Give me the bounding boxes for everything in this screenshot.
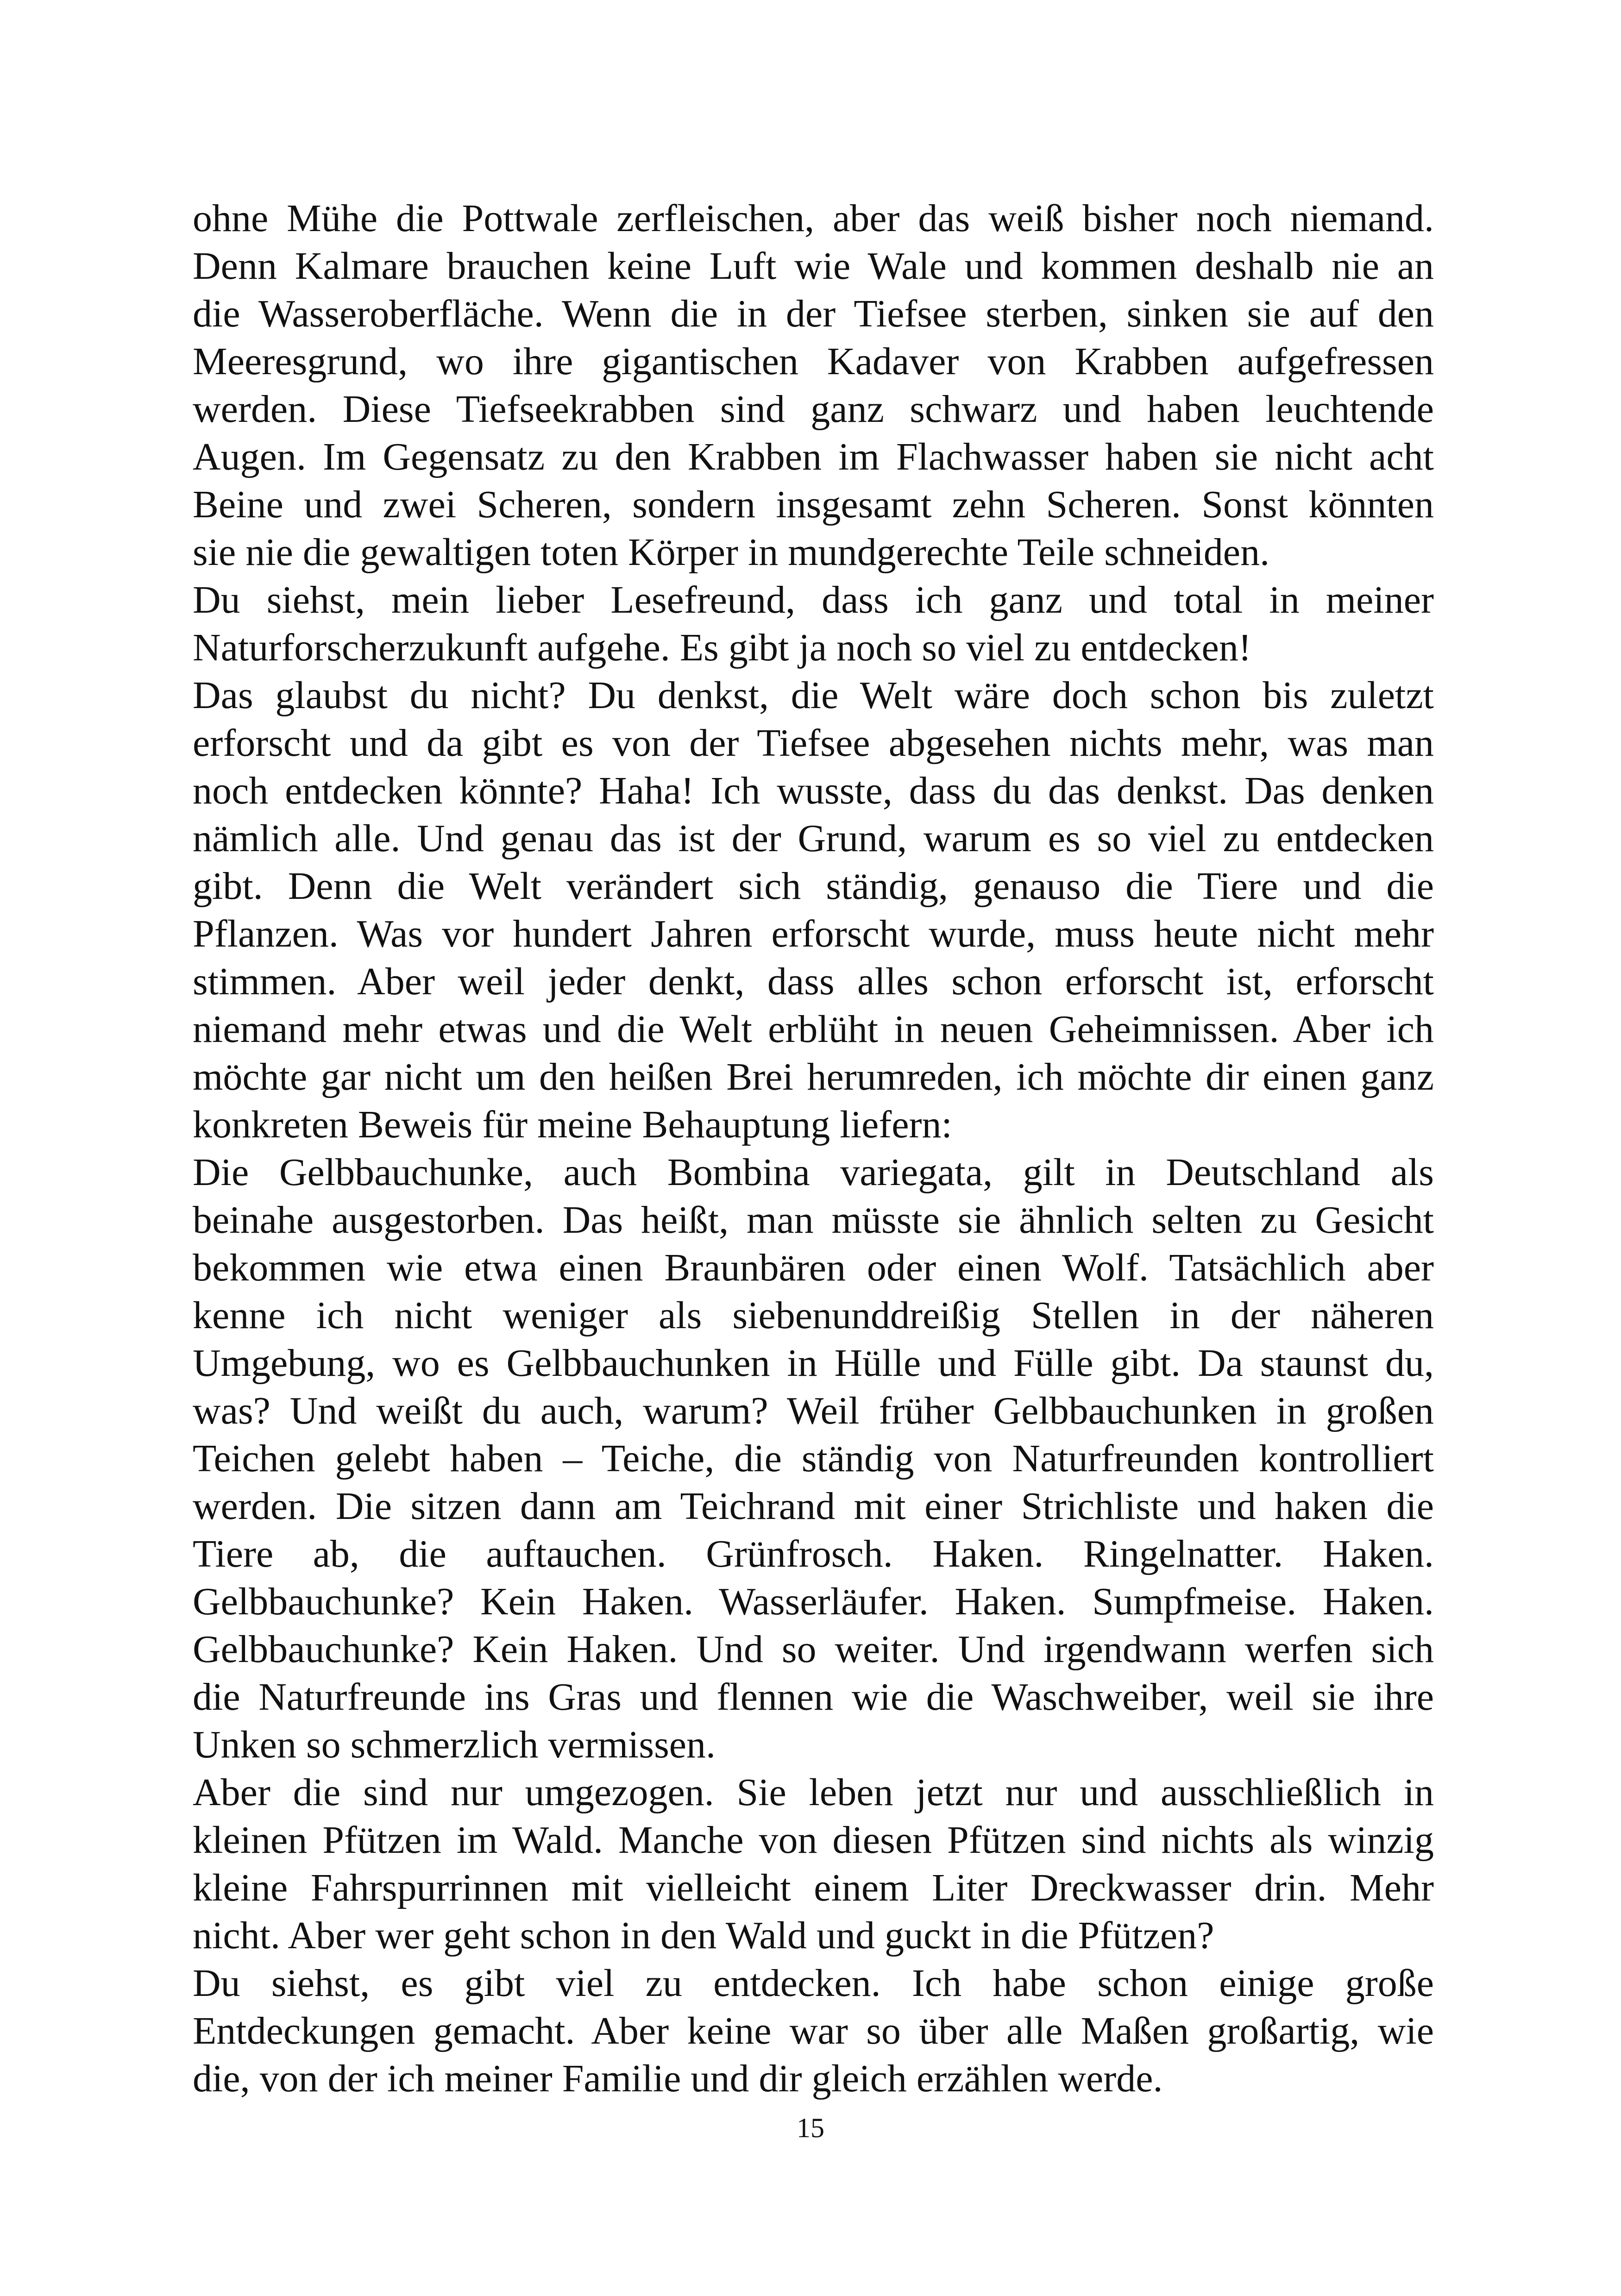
text-line: Entdeckungen gemacht. Aber keine war so über alle Maßen großartig, wie xyxy=(193,2009,1434,2052)
text-line: die, von der ich meiner Familie und dir gleich erzählen werde. xyxy=(193,2057,1163,2100)
text-line: Gelbbauchunke? Kein Haken. Und so weiter. Und irgendwann werfen sich xyxy=(193,1628,1434,1671)
text-line: Aber die sind nur umgezogen. Sie leben jetzt nur und ausschließlich in xyxy=(193,1771,1434,1814)
body-text xyxy=(193,194,1434,2102)
text-line: Augen. Im Gegensatz zu den Krabben im Flachwasser haben sie nicht acht xyxy=(193,435,1434,478)
paragraph xyxy=(193,1148,1434,1769)
text-line: konkreten Beweis für meine Behauptung liefern: xyxy=(193,1103,952,1146)
text-line: kenne ich nicht weniger als siebenunddreißig Stellen in der näheren xyxy=(193,1294,1434,1337)
text-line: Das glaubst du nicht? Du denkst, die Welt wäre doch schon bis zuletzt xyxy=(193,674,1434,717)
text-line: bekommen wie etwa einen Braunbären oder einen Wolf. Tatsächlich aber xyxy=(193,1246,1434,1289)
text-line: nicht. Aber wer geht schon in den Wald und guckt in die Pfützen? xyxy=(193,1914,1214,1957)
text-line: Tiere ab, die auftauchen. Grünfrosch. Haken. Ringelnatter. Haken. xyxy=(193,1532,1434,1575)
text-line: beinahe ausgestorben. Das heißt, man müsste sie ähnlich selten zu Gesicht xyxy=(193,1198,1434,1242)
text-line: werden. Die sitzen dann am Teichrand mit einer Strichliste und haken die xyxy=(193,1485,1434,1528)
text-line: ohne Mühe die Pottwale zerfleischen, aber das weiß bisher noch niemand. xyxy=(193,197,1434,240)
text-line: Gelbbauchunke? Kein Haken. Wasserläufer. Haken. Sumpfmeise. Haken. xyxy=(193,1580,1434,1623)
text-line: was? Und weißt du auch, warum? Weil früher Gelbbauchunken in großen xyxy=(193,1389,1434,1432)
paragraph xyxy=(193,576,1434,671)
text-line: Beine und zwei Scheren, sondern insgesamt zehn Scheren. Sonst könnten xyxy=(193,483,1434,526)
text-line: Pflanzen. Was vor hundert Jahren erforscht wurde, muss heute nicht mehr xyxy=(193,912,1434,955)
text-line: Unken so schmerzlich vermissen. xyxy=(193,1723,716,1766)
text-line: noch entdecken könnte? Haha! Ich wusste, dass du das denkst. Das denken xyxy=(193,769,1434,812)
text-line: niemand mehr etwas und die Welt erblüht in neuen Geheimnissen. Aber ich xyxy=(193,1008,1434,1051)
text-line: Umgebung, wo es Gelbbauchunken in Hülle und Fülle gibt. Da staunst du, xyxy=(193,1342,1434,1385)
page-number: 15 xyxy=(797,2113,824,2143)
text-line: kleinen Pfützen im Wald. Manche von diesen Pfützen sind nichts als winzig xyxy=(193,1819,1434,1862)
text-line: nämlich alle. Und genau das ist der Grund, warum es so viel zu entdecken xyxy=(193,817,1434,860)
paragraph xyxy=(193,1769,1434,1959)
text-line: Naturforscherzukunft aufgehe. Es gibt ja noch so viel zu entdecken! xyxy=(193,626,1251,669)
text-line: erforscht und da gibt es von der Tiefsee abgesehen nichts mehr, was man xyxy=(193,721,1434,765)
text-line: stimmen. Aber weil jeder denkt, dass alles schon erforscht ist, erforscht xyxy=(193,960,1434,1003)
text-line: die Wasseroberfläche. Wenn die in der Tiefsee sterben, sinken sie auf den xyxy=(193,292,1434,335)
text-line: werden. Diese Tiefseekrabben sind ganz schwarz und haben leuchtende xyxy=(193,388,1434,431)
text-line: die Naturfreunde ins Gras und flennen wie die Waschweiber, weil sie ihre xyxy=(193,1675,1434,1719)
paragraph xyxy=(193,194,1434,576)
paragraph xyxy=(193,671,1434,1148)
text-line: Die Gelbbauchunke, auch Bombina variegata, gilt in Deutschland als xyxy=(193,1151,1434,1194)
text-line: gibt. Denn die Welt verändert sich ständig, genauso die Tiere und die xyxy=(193,865,1434,908)
text-line: Du siehst, es gibt viel zu entdecken. Ich habe schon einige große xyxy=(193,1962,1434,2005)
text-line: sie nie die gewaltigen toten Körper in mundgerechte Teile schneiden. xyxy=(193,531,1270,574)
paragraph xyxy=(193,1959,1434,2102)
text-line: Denn Kalmare brauchen keine Luft wie Wale und kommen deshalb nie an xyxy=(193,245,1434,288)
text-line: Meeresgrund, wo ihre gigantischen Kadaver von Krabben aufgefressen xyxy=(193,340,1434,383)
text-line: Teichen gelebt haben – Teiche, die ständig von Naturfreunden kontrolliert xyxy=(193,1437,1434,1480)
text-line: möchte gar nicht um den heißen Brei herumreden, ich möchte dir einen ganz xyxy=(193,1055,1434,1098)
text-line: kleine Fahrspurrinnen mit vielleicht einem Liter Dreckwasser drin. Mehr xyxy=(193,1866,1434,1909)
text-line: Du siehst, mein lieber Lesefreund, dass ich ganz und total in meiner xyxy=(193,578,1434,621)
